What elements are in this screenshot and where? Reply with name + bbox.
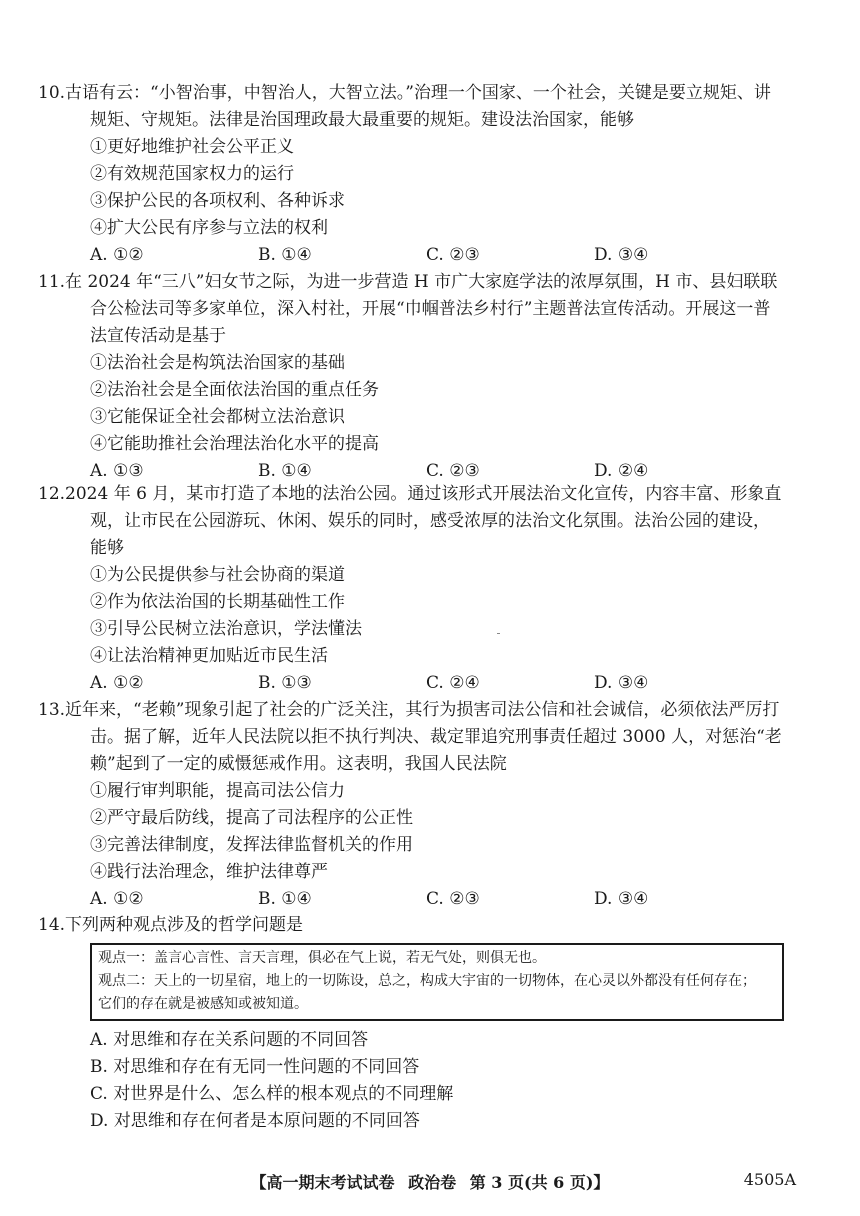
question-stem (38, 697, 784, 778)
question-text: 在 2024 年“三八”妇女节之际，为进一步营造 H 市广大家庭学法的浓厚氛围，H 市、县妇联联合公检法司等多家单位，深入村社，开展“巾帼普法乡村行”主题普法宣传活动。开展这一普法宣传活动是基于 (65, 272, 778, 346)
question-number: 12. (38, 484, 66, 504)
page-footer (0, 1170, 860, 1198)
question-text: 2024 年 6 月，某市打造了本地的法治公园。通过该形式开展法治文化宣传，内容丰富、形象直观，让市民在公园游玩、休闲、娱乐的同时，感受浓厚的法治文化氛围。法治公园的建设，能够 (65, 484, 782, 558)
question-text: 古语有云：“小智治事，中智治人，大智立法。”治理一个国家、一个社会，关键是要立规矩、讲规矩、守规矩。法律是治国理政最大最重要的规矩。建设法治国家，能够 (65, 83, 771, 130)
scan-speck (497, 633, 500, 634)
option-item: ③引导公民树立法治意识，学法懂法 (90, 619, 362, 639)
viewpoint-one: 观点一：盖言心言性、言天言理，俱必在气上说，若无气处，则俱无也。 (98, 950, 546, 966)
question-13 (38, 697, 784, 913)
choice-c: C. ②③ (426, 461, 480, 481)
question-number: 11. (38, 272, 66, 292)
option-item: ③完善法律制度，发挥法律监督机关的作用 (90, 835, 413, 855)
question-number: 13. (38, 700, 66, 720)
answer-choices (64, 670, 784, 697)
option-item: ②严守最后防线，提高了司法程序的公正性 (90, 808, 413, 828)
choice-b: B. ①④ (258, 461, 312, 481)
choice-b: B. ①③ (258, 673, 312, 693)
choice-a: A. ①② (90, 673, 144, 693)
option-a: A. 对思维和存在关系问题的不同回答 (90, 1030, 369, 1050)
footer-title (0, 1170, 860, 1193)
choice-d: D. ②④ (594, 461, 649, 481)
option-item: ④让法治精神更加贴近市民生活 (90, 646, 328, 666)
choice-d: D. ③④ (594, 889, 649, 909)
answer-choices (64, 242, 784, 269)
option-item: ④践行法治理念，维护法律尊严 (90, 862, 328, 882)
option-item: ②作为依法治国的长期基础性工作 (90, 592, 345, 612)
choice-d: D. ③④ (594, 245, 649, 265)
option-item: ①为公民提供参与社会协商的渠道 (90, 565, 345, 585)
footer-subject: 政治卷 (408, 1173, 457, 1192)
option-d: D. 对思维和存在何者是本原问题的不同回答 (90, 1111, 420, 1131)
option-item: ①更好地维护社会公平正义 (90, 137, 294, 157)
footer-paper-code: 4505A (743, 1170, 796, 1189)
footer-exam-name: 【高一期末考试试卷 (250, 1173, 395, 1192)
option-item: ①履行审判职能，提高司法公信力 (90, 781, 345, 801)
answer-choices (64, 886, 784, 913)
question-stem (38, 912, 784, 939)
option-item: ④它能助推社会治理法治化水平的提高 (90, 434, 379, 454)
question-text: 近年来，“老赖”现象引起了社会的广泛关注，其行为损害司法公信和社会诚信，必须依法严厉打击。据了解，近年人民法院以拒不执行判决、裁定罪追究刑事责任超过 3000 人，对惩治“老赖”起到了一定的威慑惩戒作用。这表明，我国人民法院 (65, 700, 782, 774)
option-item: ②法治社会是全面依法治国的重点任务 (90, 380, 379, 400)
choice-a: A. ①③ (90, 461, 144, 481)
choice-b: B. ①④ (258, 245, 312, 265)
question-stem (38, 269, 784, 350)
option-item: ①法治社会是构筑法治国家的基础 (90, 353, 345, 373)
choice-c: C. ②③ (426, 245, 480, 265)
question-text: 下列两种观点涉及的哲学问题是 (65, 915, 304, 935)
option-item: ②有效规范国家权力的运行 (90, 164, 294, 184)
choice-a: A. ①② (90, 889, 144, 909)
choice-c: C. ②③ (426, 889, 480, 909)
option-item: ③保护公民的各项权利、各种诉求 (90, 191, 345, 211)
option-item: ④扩大公民有序参与立法的权利 (90, 218, 328, 238)
choice-c: C. ②④ (426, 673, 480, 693)
viewpoint-two-continued: 它们的存在就是被感知或被知道。 (98, 996, 308, 1012)
question-10 (38, 80, 784, 269)
choice-b: B. ①④ (258, 889, 312, 909)
choice-a: A. ①② (90, 245, 144, 265)
question-number: 10. (38, 83, 66, 103)
question-11 (38, 269, 784, 485)
question-number: 14. (38, 915, 66, 935)
viewpoints-box (90, 943, 784, 1021)
question-12 (38, 481, 784, 697)
viewpoint-two: 观点二：天上的一切星宿，地上的一切陈设，总之，构成大宇宙的一切物体，在心灵以外都没有任何存在； (98, 973, 756, 989)
question-stem (38, 481, 784, 562)
option-c: C. 对世界是什么、怎么样的根本观点的不同理解 (90, 1084, 454, 1104)
option-b: B. 对思维和存在有无同一性问题的不同回答 (90, 1057, 420, 1077)
question-stem (38, 80, 784, 134)
question-14 (38, 912, 784, 1135)
option-item: ③它能保证全社会都树立法治意识 (90, 407, 345, 427)
choice-d: D. ③④ (594, 673, 649, 693)
footer-page-number: 第 3 页(共 6 页)】 (469, 1173, 610, 1192)
